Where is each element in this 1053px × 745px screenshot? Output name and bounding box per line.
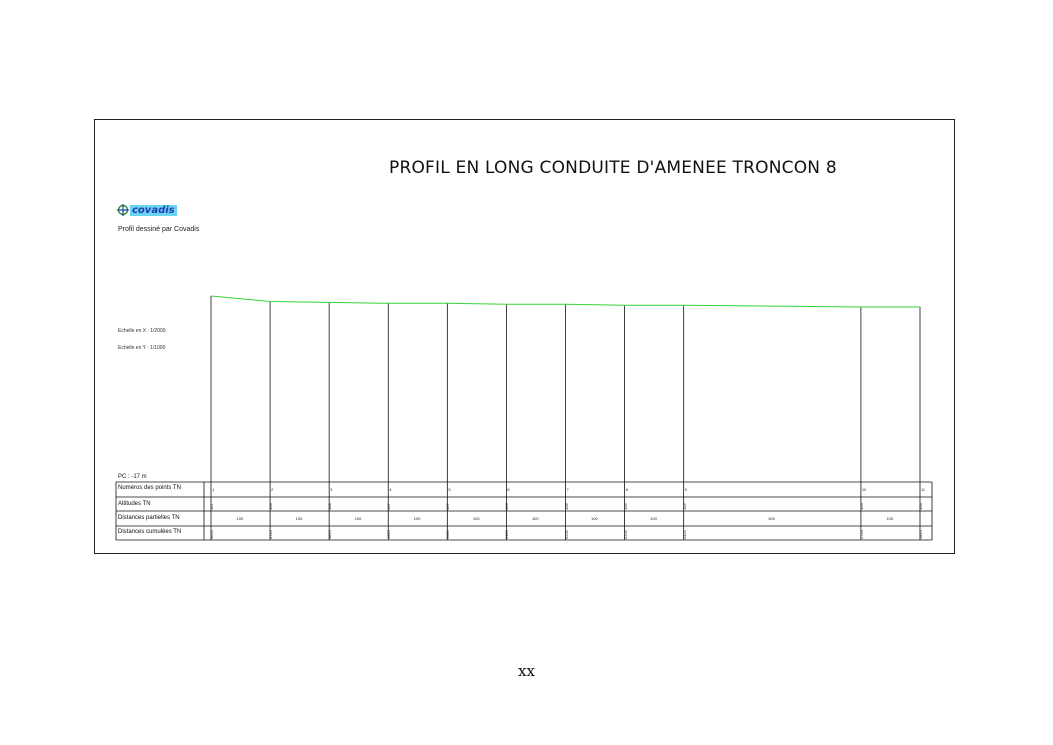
partial-distance-label: 100 (236, 516, 244, 521)
cumulative-distance-label: 5825 (918, 530, 923, 539)
point-number-label: 2 (271, 487, 274, 492)
partial-distance-label: 300 (768, 516, 775, 521)
row-label-partial-distances: Distances partielles TN (118, 515, 180, 521)
row-label-altitudes: Altitudes TN (118, 501, 151, 507)
profile-title: PROFIL EN LONG CONDUITE D'AMENEE TRONCON 8 (389, 158, 837, 178)
partial-distance-label: 100 (591, 516, 598, 521)
altitude-label: 108 (327, 503, 333, 510)
point-number-label: 10 (861, 487, 867, 492)
point-number-label: 11 (921, 487, 926, 492)
row-label-cumulative-distances: Distances cumulées TN (118, 529, 182, 535)
profile-caption: Profil dessiné par Covadis (118, 226, 200, 233)
partial-distance-label: 100 (531, 516, 539, 521)
row-label-point-numbers: Numéros des points TN (118, 485, 181, 491)
scale-y-label: Echelle en Y : 1/1000 (118, 345, 166, 351)
cumulative-distance-label: 5425 (681, 530, 687, 539)
point-number-label: 5 (448, 487, 451, 492)
cumulative-distance-label: 5725 (858, 530, 864, 539)
altitude-label: 107 (386, 503, 392, 510)
partial-distance-label: 100 (354, 516, 362, 521)
partial-distance-label: 100 (295, 516, 303, 521)
cumulative-distance-label: 5025 (445, 530, 451, 539)
cumulative-distance-label: 4825 (327, 530, 333, 539)
page-number: xx (518, 662, 535, 680)
altitude-label: 106 (563, 503, 569, 510)
point-number-label: 9 (684, 487, 687, 492)
cumulative-distance-label: 5325 (622, 530, 628, 539)
partial-distance-label: 100 (472, 516, 480, 521)
point-number-label: 6 (507, 487, 510, 492)
altitude-label: 103 (858, 503, 864, 510)
cumulative-distance-label: 4725 (268, 530, 274, 539)
point-number-label: 3 (330, 487, 333, 492)
altitude-label: 115 (209, 503, 214, 510)
altitude-label: 105 (622, 503, 628, 510)
covadis-logo-text: covadis (132, 204, 175, 216)
point-number-label: 1 (212, 487, 215, 492)
partial-distance-label: 100 (650, 516, 657, 521)
cumulative-distance-label: 5225 (563, 530, 569, 539)
cumulative-distance-label: 5125 (504, 530, 510, 539)
cumulative-distance-label: 4625 (209, 530, 214, 539)
reference-plane-label: PC : -17 m (118, 474, 147, 480)
scale-x-label: Echelle en X : 1/2000 (118, 328, 166, 334)
altitude-label: 109 (268, 503, 274, 510)
point-number-label: 8 (625, 487, 628, 492)
altitude-label: 105 (681, 503, 687, 510)
altitude-label: 107 (445, 503, 451, 510)
partial-distance-label: 100 (413, 516, 421, 521)
point-number-label: 4 (389, 487, 392, 492)
altitude-label: 106 (504, 503, 510, 510)
partial-distance-label: 100 (886, 516, 894, 521)
point-number-label: 7 (566, 487, 569, 492)
cumulative-distance-label: 4925 (386, 530, 392, 539)
altitude-label: 103 (918, 503, 923, 510)
